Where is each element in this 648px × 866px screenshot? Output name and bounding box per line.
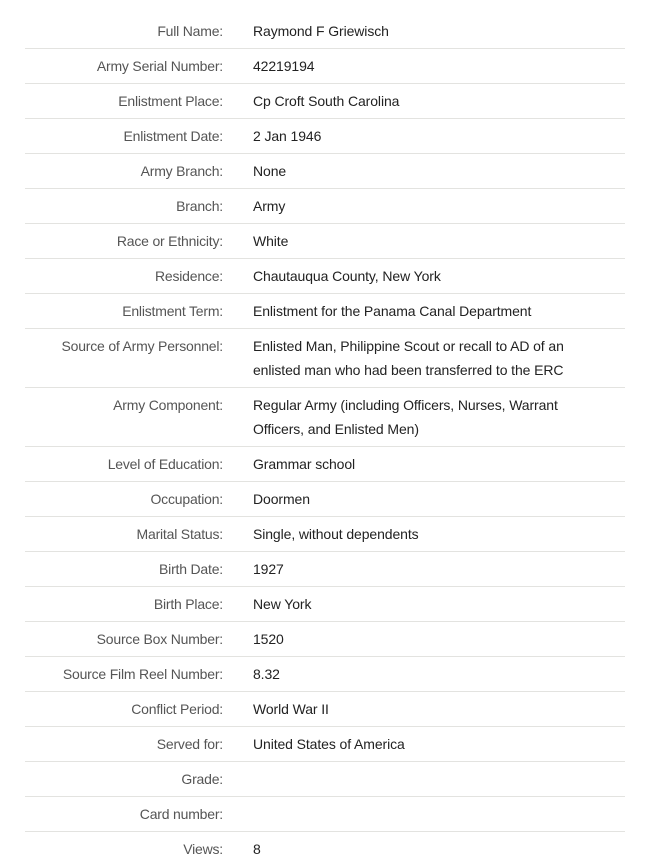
field-value: Enlistment for the Panama Canal Department (253, 303, 532, 319)
field-label: Full Name: (157, 23, 223, 39)
record-row (25, 447, 625, 482)
field-value: United States of America (253, 736, 405, 752)
record-row (25, 797, 625, 832)
record-row (25, 84, 625, 119)
field-value: None (253, 163, 287, 179)
field-label: Army Serial Number: (96, 58, 223, 74)
field-label: Source of Army Personnel: (61, 338, 223, 354)
field-label: Card number: (139, 806, 223, 822)
record-row (25, 189, 625, 224)
field-label: Army Branch: (140, 163, 223, 179)
field-label: Branch: (176, 198, 223, 214)
record-row (25, 762, 625, 797)
record-row (25, 154, 625, 189)
record-row (25, 587, 625, 622)
field-label: Conflict Period: (131, 701, 223, 717)
record-row (25, 329, 625, 388)
record-row (25, 692, 625, 727)
field-label: Served for: (156, 736, 223, 752)
field-label: Level of Education: (107, 456, 223, 472)
field-label: Residence: (154, 268, 223, 284)
field-value: Enlisted Man, Philippine Scout or recall to AD of an enlisted man who had been transferred to the ERC (253, 338, 564, 378)
field-label: Source Film Reel Number: (62, 666, 223, 682)
field-value: Doormen (253, 491, 310, 507)
field-label: Enlistment Term: (122, 303, 223, 319)
record-row (25, 657, 625, 692)
record-row (25, 14, 625, 49)
field-value: White (253, 233, 289, 249)
field-value: Regular Army (including Officers, Nurses, Warrant Officers, and Enlisted Men) (253, 397, 558, 437)
record-row (25, 388, 625, 447)
field-label: Enlistment Date: (123, 128, 223, 144)
field-label: Race or Ethnicity: (116, 233, 223, 249)
field-value: Single, without dependents (253, 526, 419, 542)
record-row (25, 482, 625, 517)
record-row (25, 224, 625, 259)
field-label: Birth Date: (159, 561, 223, 577)
field-label: Birth Place: (153, 596, 223, 612)
record-row (25, 49, 625, 84)
field-label: Source Box Number: (96, 631, 223, 647)
field-label: Occupation: (150, 491, 223, 507)
field-value: Raymond F Griewisch (253, 23, 389, 39)
field-label: Views: (183, 841, 223, 857)
field-label: Enlistment Place: (118, 93, 223, 109)
record-row (25, 832, 625, 866)
record-details-table (25, 14, 625, 866)
field-value: New York (253, 596, 312, 612)
field-value: 8.32 (253, 666, 280, 682)
record-row (25, 622, 625, 657)
field-value: 1927 (253, 561, 284, 577)
field-value (253, 762, 625, 796)
field-value (253, 797, 625, 831)
field-value: World War II (253, 701, 329, 717)
field-value: Chautauqua County, New York (253, 268, 441, 284)
field-label: Marital Status: (136, 526, 223, 542)
field-label: Grade: (181, 771, 223, 787)
field-value: Army (253, 198, 286, 214)
field-value: Cp Croft South Carolina (253, 93, 400, 109)
field-value: Grammar school (253, 456, 356, 472)
record-row (25, 294, 625, 329)
field-value: 2 Jan 1946 (253, 128, 322, 144)
record-row (25, 119, 625, 154)
record-row (25, 552, 625, 587)
record-row (25, 517, 625, 552)
field-value: 1520 (253, 631, 284, 647)
field-label: Army Component: (113, 397, 223, 413)
field-value: 42219194 (253, 58, 315, 74)
field-value: 8 (253, 841, 261, 857)
record-row (25, 259, 625, 294)
